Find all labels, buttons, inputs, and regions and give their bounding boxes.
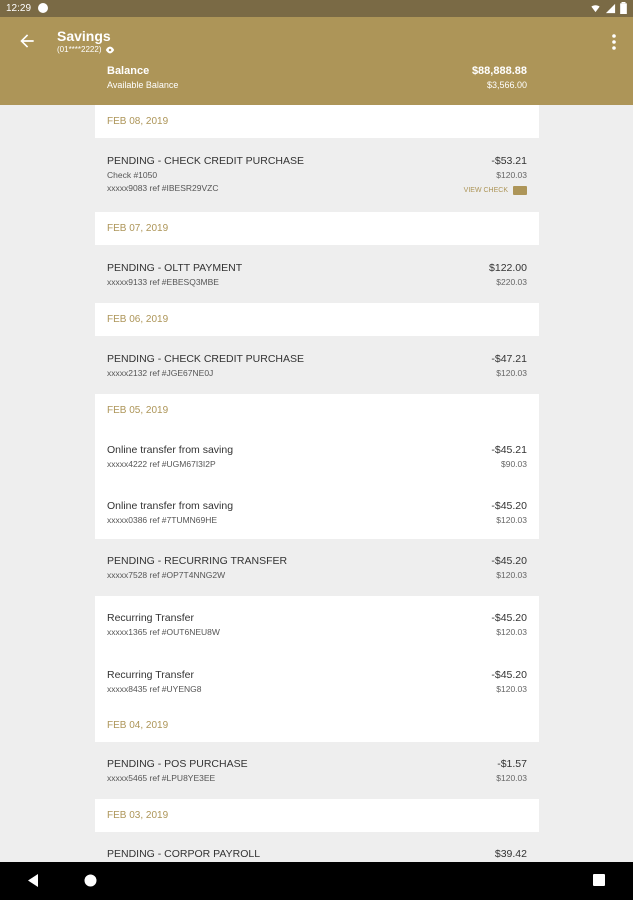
transaction-description: PENDING - RECURRING TRANSFER — [107, 555, 288, 567]
transaction-description: PENDING - OLTT PAYMENT — [107, 262, 243, 274]
eye-icon[interactable] — [105, 46, 115, 54]
transaction-reference: xxxxx9083 ref #IBESR29VZC — [107, 183, 219, 193]
running-balance: $120.03 — [496, 773, 527, 783]
running-balance: $120.03 — [496, 684, 527, 694]
transaction-group — [95, 427, 539, 539]
nav-recents-icon[interactable] — [593, 874, 605, 886]
running-balance: $120.03 — [496, 515, 527, 525]
transaction-row[interactable] — [95, 484, 539, 539]
account-masked: (01****2222) — [57, 45, 102, 54]
transaction-list[interactable] — [95, 105, 539, 862]
transaction-description: Online transfer from saving — [107, 500, 234, 512]
transaction-description: PENDING - POS PURCHASE — [107, 758, 248, 770]
wifi-icon — [590, 3, 601, 14]
status-bar — [0, 0, 633, 17]
running-balance: $220.03 — [496, 277, 527, 287]
account-number — [57, 45, 115, 54]
signal-icon — [605, 3, 616, 14]
transaction-reference: xxxxx4222 ref #UGM67I3I2P — [107, 459, 216, 469]
nav-home-icon[interactable] — [84, 874, 97, 887]
transaction-group — [95, 539, 539, 596]
balance-value: $88,888.88 — [471, 65, 527, 77]
transaction-description: Online transfer from saving — [107, 444, 234, 456]
app-notification-icon — [38, 3, 48, 13]
date-header: FEB 05, 2019 — [95, 394, 539, 427]
running-balance: $90.03 — [501, 459, 527, 469]
transaction-row[interactable] — [95, 427, 539, 484]
transaction-amount: -$45.20 — [491, 500, 527, 512]
transaction-amount: $39.42 — [494, 848, 527, 860]
status-icons — [590, 2, 627, 14]
transaction-amount: -$45.20 — [491, 555, 527, 567]
available-balance-label: Available Balance — [107, 80, 179, 90]
view-check-label: VIEW CHECK — [463, 187, 508, 194]
transaction-description: PENDING - CHECK CREDIT PURCHASE — [107, 155, 304, 167]
transaction-group — [95, 742, 539, 799]
transaction-reference: xxxxx7528 ref #OP7T4NNG2W — [107, 570, 226, 580]
back-arrow-icon[interactable] — [17, 31, 37, 51]
transaction-reference: xxxxx8435 ref #UYENG8 — [107, 684, 202, 694]
view-check-button[interactable] — [464, 186, 527, 195]
nav-back-icon[interactable] — [28, 874, 40, 887]
transaction-description: PENDING - CORPOR PAYROLL — [107, 848, 261, 860]
system-nav-bar — [0, 862, 633, 900]
transaction-row[interactable] — [95, 653, 539, 709]
date-header: FEB 08, 2019 — [95, 105, 539, 138]
transaction-group — [95, 832, 539, 862]
more-vert-icon[interactable] — [609, 32, 619, 52]
transaction-row[interactable] — [95, 336, 539, 394]
transaction-row[interactable] — [95, 832, 539, 862]
transaction-amount: -$47.21 — [491, 353, 527, 365]
transaction-check-number: Check #1050 — [107, 170, 158, 180]
check-image-icon — [513, 186, 527, 195]
battery-icon — [620, 2, 627, 14]
transaction-row[interactable] — [95, 138, 539, 212]
transaction-amount: $122.00 — [489, 262, 527, 274]
transaction-reference: xxxxx9133 ref #EBESQ3MBE — [107, 277, 219, 287]
transaction-description: PENDING - CHECK CREDIT PURCHASE — [107, 353, 304, 365]
date-header: FEB 03, 2019 — [95, 799, 539, 832]
transaction-amount: -$1.57 — [497, 758, 527, 770]
transaction-group — [95, 596, 539, 709]
date-header: FEB 04, 2019 — [95, 709, 539, 742]
transaction-row[interactable] — [95, 539, 539, 596]
running-balance: $120.03 — [496, 627, 527, 637]
transaction-group — [95, 138, 539, 212]
date-header: FEB 07, 2019 — [95, 212, 539, 245]
transaction-amount: -$45.20 — [491, 669, 527, 681]
page-title: Savings — [57, 28, 111, 44]
transaction-reference: xxxxx0386 ref #7TUMN69HE — [107, 515, 218, 525]
status-time: 12:29 — [6, 3, 32, 14]
app-header — [0, 17, 633, 105]
running-balance: $120.03 — [496, 368, 527, 378]
transaction-group — [95, 336, 539, 394]
balance-label: Balance — [107, 65, 150, 77]
transaction-amount: -$45.20 — [491, 612, 527, 624]
transaction-group — [95, 245, 539, 303]
running-balance: $120.03 — [496, 170, 527, 180]
transaction-description: Recurring Transfer — [107, 612, 194, 624]
running-balance: $120.03 — [496, 570, 527, 580]
transaction-row[interactable] — [95, 596, 539, 653]
transaction-row[interactable] — [95, 245, 539, 303]
date-header: FEB 06, 2019 — [95, 303, 539, 336]
available-balance-value: $3,566.00 — [486, 80, 527, 90]
transaction-reference: xxxxx2132 ref #JGE67NE0J — [107, 368, 214, 378]
transaction-amount: -$45.21 — [491, 444, 527, 456]
transaction-reference: xxxxx5465 ref #LPU8YE3EE — [107, 773, 216, 783]
transaction-amount: -$53.21 — [491, 155, 527, 167]
transaction-reference: xxxxx1365 ref #OUT6NEU8W — [107, 627, 220, 637]
transaction-row[interactable] — [95, 742, 539, 799]
transaction-description: Recurring Transfer — [107, 669, 194, 681]
